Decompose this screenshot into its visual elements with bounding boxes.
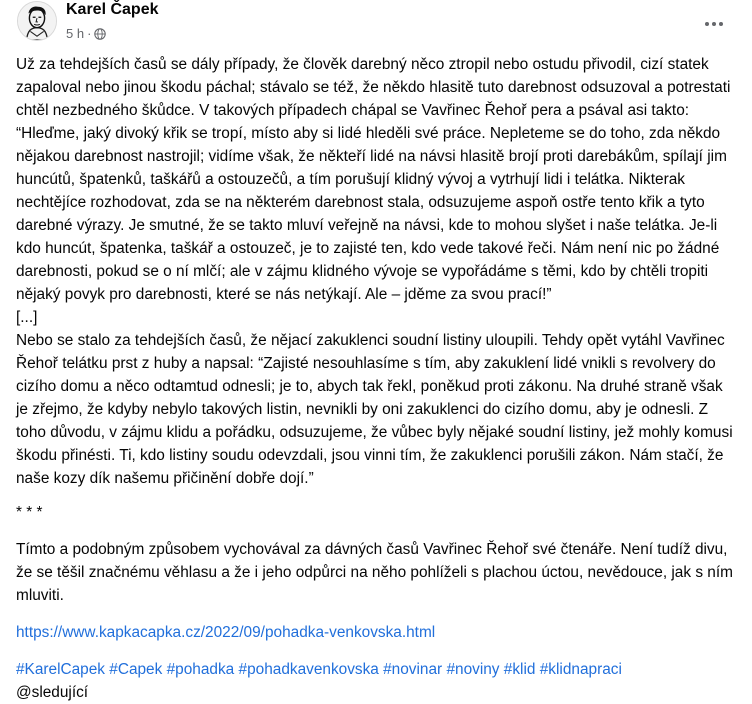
author-name[interactable]: Karel Čapek — [66, 1, 159, 18]
hashtag[interactable]: #pohadkavenkovska — [238, 661, 379, 678]
hashtag[interactable]: #KarelCapek — [16, 661, 105, 678]
more-horizontal-icon — [705, 22, 709, 26]
portrait-icon — [18, 2, 56, 40]
mention-followers[interactable]: @sledující — [16, 684, 89, 701]
hashtag[interactable]: #pohadka — [166, 661, 235, 678]
author-avatar[interactable] — [17, 1, 57, 41]
article-link[interactable]: https://www.kapkacapka.cz/2022/09/pohadka-venkovska.html — [16, 624, 436, 641]
hashtag-list — [16, 658, 738, 681]
post-ellipsis: [...] — [16, 309, 38, 326]
post-divider: * * * — [16, 504, 43, 521]
post-paragraph-3: Tímto a podobným způsobem vychovával za dávných časů Vavřinec Řehoř své čtenáře. Není tudíž divu, že se těšil značnému věhlasu a že i jeho odpůrci na něho pohlíželi s plachou úctou, nevědouce, jak s ním mluviti. — [16, 541, 733, 604]
globe-icon[interactable] — [94, 28, 106, 40]
post-meta — [66, 26, 106, 41]
post-paragraph-1: Už za tehdejších časů se dály případy, že člověk darebný něco ztropil nebo ostudu přivodil, cizí statek zapaloval nebo jinou škodu páchal; stávalo se též, že někdo hlasitě tuto darebnost odsuzoval a potrestati chtěl nezbedného škůdce. V takových případech chápal se Vavřinec Řehoř pera a psával asi takto: “Hleďme, jaký divoký křik se tropí, místo aby si lidé hleděli své práce. Nepleteme se do toho, zda někdo nějakou darebnost nastrojil; vidíme však, že někteří lidé na návsi hlasitě brojí proti darebákům, spílají jim huncútů, špatenků, taškářů a ostouzečů, a tím porušují klidný vývoj a vytrhují lidi i telátka. Nikterak nechtějíce rozhodovat, zda se na některém darebnost stala, odsuzujeme aspoň ostře tento křik a tyto darebné výrazy. Je smutné, že se takto mluví veřejně na návsi, kde to mohou slyšet i naše telátka. Je-li kdo huncút, špatenka, taškář a ostouzeč, je to zajisté ten, kdo vede takové řeči. Nám není nic po žádné darebnosti, pokud se o ní mlčí; ale v zájmu klidného vývoje se vypořádáme s těmi, kdo by chtěli tropiti nějaký povyk pro darebnosti, které se nás netýkají. Ale – jděme za svou prací!” — [16, 56, 731, 303]
more-options-button[interactable] — [696, 6, 732, 42]
post-body — [16, 53, 738, 704]
post-paragraph-2: Nebo se stalo za tehdejších časů, že nějací zakuklenci soudní listiny uloupili. Tehdy opět vytáhl Vavřinec Řehoř telátku prst z huby a napsal: “Zajisté nesouhlasíme s tím, aby zakuklení lidé vnikli s revolvery do cizího domu a něco odtamtud odnesli; je to, abych tak řekl, poněkud proti zákonu. Na druhé straně však je zřejmo, že kdyby nebylo takových listin, nevnikli by oni zakuklenci do cizího domu, aby je odnesli. Z toho důvodu, v zájmu klidu a pořádku, odsuzujeme, že vůbec byly nějaké soudní listiny, jež mohly komusi škodu přinésti. Ti, kdo listiny soudu odevzdali, jsou vinni tím, že zakuklenci porušili zákon. Nám stačí, že naše kozy dík našemu přičinění dobře dojí.” — [16, 332, 733, 487]
meta-separator: · — [87, 26, 92, 41]
post-time[interactable]: 5 h — [66, 26, 85, 41]
post-header — [16, 0, 738, 50]
hashtag[interactable]: #Capek — [109, 661, 163, 678]
hashtag[interactable]: #novinar — [383, 661, 443, 678]
hashtag[interactable]: #klid — [503, 661, 536, 678]
hashtag[interactable]: #klidnapraci — [539, 661, 622, 678]
hashtag[interactable]: #noviny — [446, 661, 500, 678]
